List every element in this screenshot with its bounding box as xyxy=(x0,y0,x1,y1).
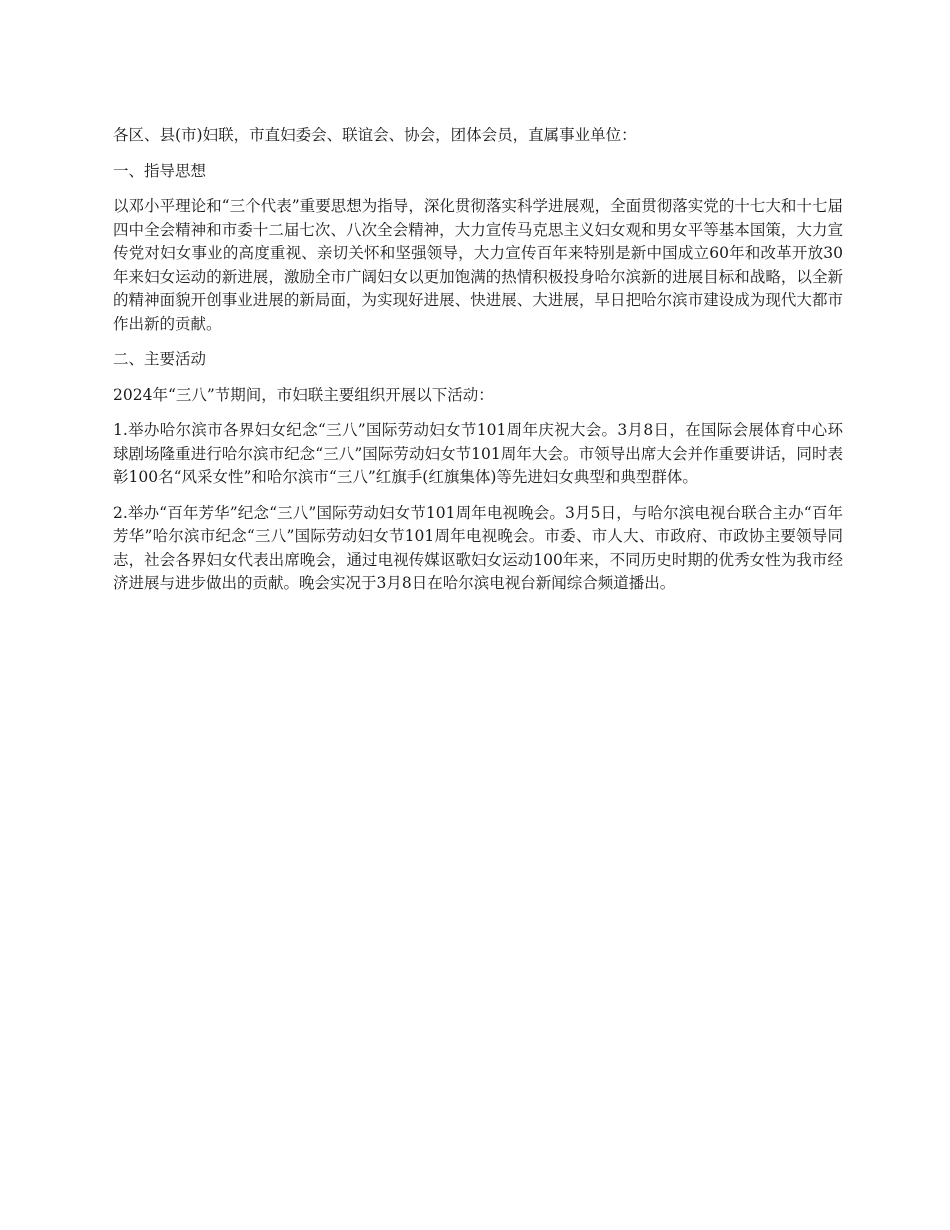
document-body xyxy=(113,124,843,608)
activity-item-2: 2.举办“百年芳华”纪念“三八”国际劳动妇女节101周年电视晚会。3月5日，与哈尔滨电视台联合主办“百年芳华”哈尔滨市纪念“三八”国际劳动妇女节101周年电视晚会。市委、市人大、市政府、市政协主要领导同志，社会各界妇女代表出席晚会，通过电视传媒讴歌妇女运动100年来，不同历史时期的优秀女性为我市经济进展与进步做出的贡献。晚会实况于3月8日在哈尔滨电视台新闻综合频道播出。 xyxy=(113,503,843,592)
salutation: 各区、县(市)妇联，市直妇委会、联谊会、协会，团体会员，直属事业单位： xyxy=(113,126,637,144)
section-body-guiding-thought: 以邓小平理论和“三个代表”重要思想为指导，深化贯彻落实科学进展观，全面贯彻落实党的十七大和十七届四中全会精神和市委十二届七次、八次全会精神，大力宣传马克思主义妇女观和男女平等基本国策，大力宣传党对妇女事业的高度重视、亲切关怀和坚强领导，大力宣传百年来特别是新中国成立60年和改革开放30年来妇女运动的新进展，激励全市广阔妇女以更加饱满的热情积极投身哈尔滨新的进展目标和战略，以全新的精神面貌开创事业进展的新局面，为实现好进展、快进展、大进展，早日把哈尔滨市建设成为现代大都市作出新的贡献。 xyxy=(113,197,843,333)
section-intro-main-activities: 2024年“三八”节期间，市妇联主要组织开展以下活动： xyxy=(113,385,494,404)
section-heading-main-activities: 二、主要活动 xyxy=(113,350,207,368)
section-heading-guiding-thought: 一、指导思想 xyxy=(113,161,207,180)
activity-item-1: 1.举办哈尔滨市各界妇女纪念“三八”国际劳动妇女节101周年庆祝大会。3月8日，在国际会展体育中心环球剧场隆重进行哈尔滨市纪念“三八”国际劳动妇女节101周年大会。市领导出席大会并作重要讲话，同时表彰100名“风采女性”和哈尔滨市“三八”红旗手(红旗集体)等先进妇女典型和典型群体。 xyxy=(113,421,843,486)
